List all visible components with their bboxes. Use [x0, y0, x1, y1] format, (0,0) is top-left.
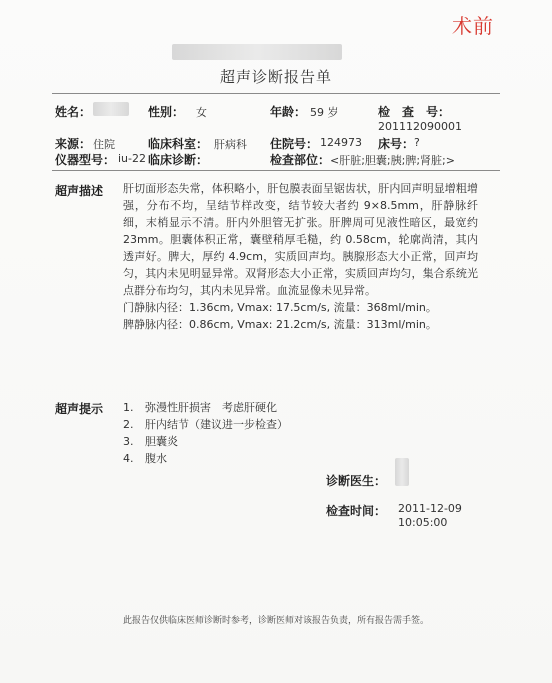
- device-model-value: iu-22: [118, 152, 146, 165]
- source-label: 来源：: [55, 137, 92, 151]
- bed-number-value: ?: [414, 136, 420, 149]
- exam-number-value: 201112090001: [378, 120, 462, 133]
- conclusion-label: 超声提示: [55, 402, 104, 416]
- list-item: 1. 弥漫性肝损害 考虑肝硬化: [123, 401, 277, 414]
- department-label: 临床科室：: [148, 137, 209, 151]
- divider-top: [52, 93, 500, 94]
- portal-vein-measurement: 门静脉内径：1.36cm, Vmax: 17.5cm/s, 流量：368ml/min。: [123, 301, 437, 314]
- name-label: 姓名：: [55, 105, 92, 119]
- exam-time-label: 检查时间：: [326, 504, 387, 518]
- list-item: 4. 腹水: [123, 452, 167, 465]
- patient-name-redacted: [93, 102, 129, 116]
- inpatient-number-label: 住院号：: [270, 137, 319, 151]
- clinical-diagnosis-label: 临床诊断：: [148, 153, 209, 167]
- description-label: 超声描述: [55, 184, 104, 198]
- conclusion-list: [123, 399, 288, 467]
- age-label: 年龄：: [270, 105, 307, 119]
- exam-site-value: <肝脏;胆囊;胰;脾;肾脏;>: [330, 154, 455, 167]
- age-value: 59 岁: [310, 106, 339, 119]
- exam-time-value: 10:05:00: [398, 516, 448, 529]
- exam-date-value: 2011-12-09: [398, 502, 462, 515]
- doctor-label: 诊断医生：: [326, 474, 387, 488]
- inpatient-number-value: 124973: [320, 136, 362, 149]
- preoperative-stamp: 术前: [452, 14, 494, 38]
- bed-number-label: 床号：: [378, 137, 415, 151]
- exam-number-label: 检 查 号：: [378, 105, 451, 119]
- department-value: 肝病科: [214, 138, 247, 151]
- description-paragraph: 肝切面形态失常，体积略小，肝包膜表面呈锯齿状，肝内回声明显增粗增强，分布不均，呈结节样改变，结节较大者约 9×8.5mm，肝静脉纤细，末梢显示不清。肝内外胆管无扩张。肝脾周可见液性暗区，最宽约 23mm。胆囊体积正常，囊壁稍厚毛糙，约 0.58cm，轮廓尚清，其内透声好。脾大，厚约 4.9cm，实质回声均。胰腺形态大小正常，回声均匀，其内未见明显异常。双肾形态大小正常，实质回声均匀，集合系统光点群分布均匀，其内未见异常。血流显像未见异常。: [123, 182, 478, 297]
- footer-note: 此报告仅供临床医师诊断时参考，诊断医师对该报告负责，所有报告需手签。: [122, 616, 429, 626]
- exam-site-label: 检查部位：: [270, 153, 331, 167]
- description-body: [123, 180, 478, 333]
- hospital-name-redacted: [172, 44, 342, 60]
- device-model-label: 仪器型号：: [55, 153, 116, 167]
- doctor-name-redacted: [395, 458, 409, 486]
- gender-value: 女: [196, 106, 207, 119]
- report-title: 超声诊断报告单: [219, 68, 332, 86]
- list-item: 3. 胆囊炎: [123, 435, 178, 448]
- gender-label: 性别：: [148, 105, 185, 119]
- source-value: 住院: [93, 138, 115, 151]
- divider-header: [52, 170, 500, 171]
- splenic-vein-measurement: 脾静脉内径：0.86cm, Vmax: 21.2cm/s, 流量：313ml/min。: [123, 318, 437, 331]
- list-item: 2. 肝内结节（建议进一步检查）: [123, 418, 288, 431]
